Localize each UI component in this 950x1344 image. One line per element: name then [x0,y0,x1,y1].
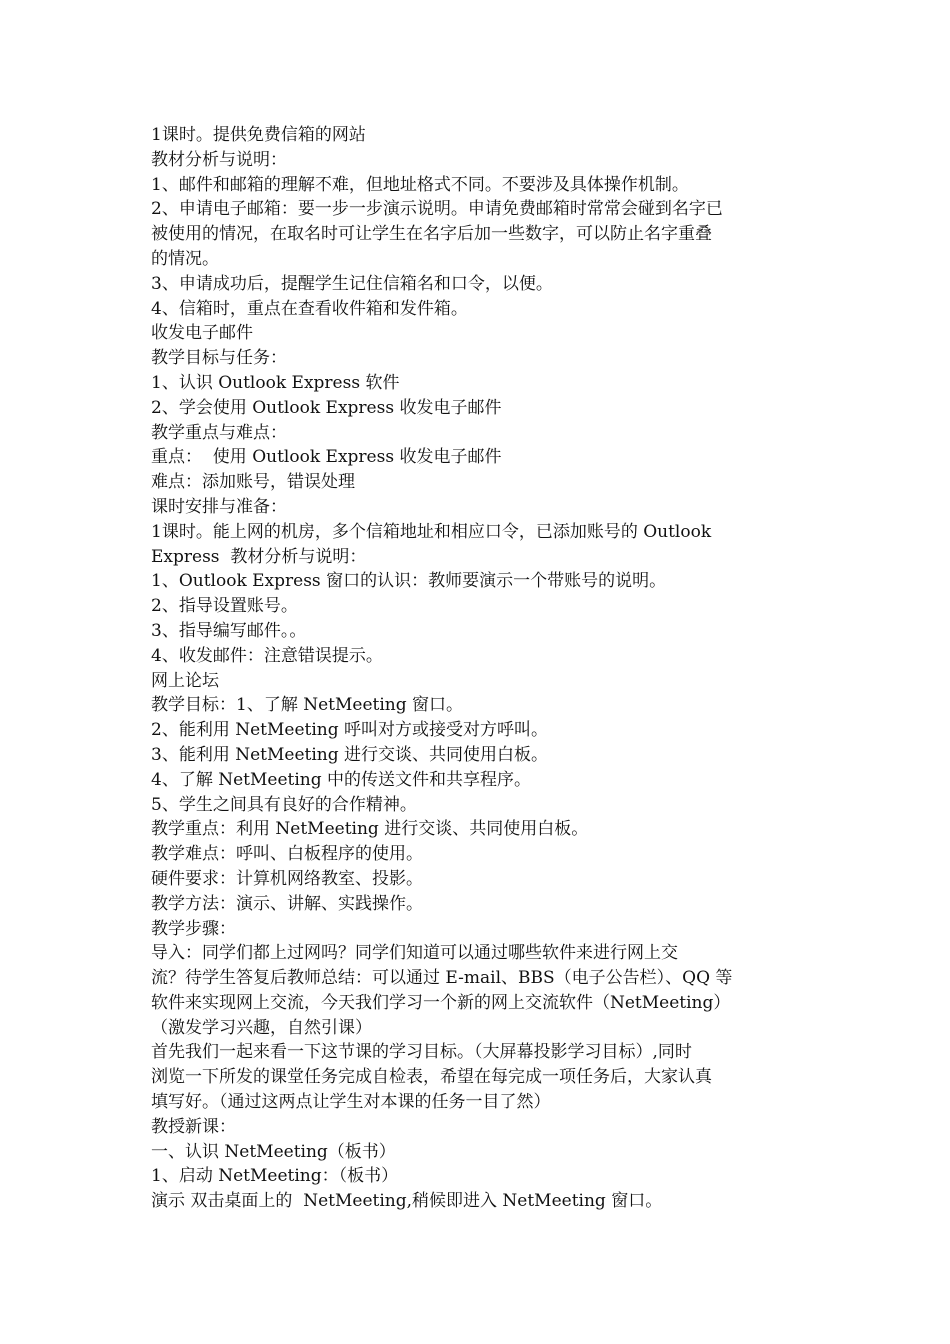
text-line: 5、学生之间具有良好的合作精神。 [151,794,417,815]
text-line: 教授新课： [151,1116,236,1137]
text-line: 2、指导设置账号。 [151,596,298,617]
text-line: 硬件要求：计算机网络教室、投影。 [151,868,423,889]
text-line: 1课时。能上网的机房，多个信箱地址和相应口令，已添加账号的 Outlook [151,521,712,542]
text-line: 被使用的情况，在取名时可让学生在名字后加一些数字，可以防止名字重叠 [151,224,712,245]
document-body [151,123,801,1214]
text-line: 2、申请电子邮箱：要一步一步演示说明。申请免费邮箱时常常会碰到名字已 [151,199,723,220]
text-line: 课时安排与准备： [151,496,287,517]
text-line: 重点： 使用 Outlook Express 收发电子邮件 [151,447,502,468]
text-line: 难点：添加账号，错误处理 [151,472,355,493]
text-line: （激发学习兴趣，自然引课） [151,1017,372,1038]
text-line: 教学重点：利用 NetMeeting 进行交谈、共同使用白板。 [151,819,589,840]
text-line: 2、学会使用 Outlook Express 收发电子邮件 [151,397,502,418]
text-line: 导入：同学们都上过网吗？同学们知道可以通过哪些软件来进行网上交 [151,943,678,964]
text-line: 3、申请成功后，提醒学生记住信箱名和口令，以便。 [151,273,553,294]
text-line: Express 教材分析与说明： [151,546,367,567]
text-line: 3、能利用 NetMeeting 进行交谈、共同使用白板。 [151,744,549,765]
text-line: 流？待学生答复后教师总结：可以通过 E-mail、BBS（电子公告栏）、QQ 等 [151,968,733,989]
text-line: 1、认识 Outlook Express 软件 [151,372,400,393]
text-line: 教材分析与说明： [151,149,287,170]
text-line: 教学重点与难点： [151,422,287,443]
text-line: 浏览一下所发的课堂任务完成自检表，希望在每完成一项任务后，大家认真 [151,1067,712,1088]
text-line: 教学方法：演示、讲解、实践操作。 [151,893,423,914]
text-line: 4、信箱时，重点在查看收件箱和发件箱。 [151,298,468,319]
text-line: 软件来实现网上交流，今天我们学习一个新的网上交流软件（NetMeeting） [151,992,731,1013]
text-line: 1、邮件和邮箱的理解不难，但地址格式不同。不要涉及具体操作机制。 [151,174,689,195]
section-heading: 收发电子邮件 [151,323,253,344]
text-line: 演示 双击桌面上的 NetMeeting,稍候即进入 NetMeeting 窗口。 [151,1191,663,1212]
text-line: 教学步骤： [151,918,236,939]
text-line: 2、能利用 NetMeeting 呼叫对方或接受对方呼叫。 [151,720,549,741]
text-line: 4、了解 NetMeeting 中的传送文件和共享程序。 [151,769,532,790]
text-line: 3、指导编写邮件。。 [151,620,307,641]
text-line: 的情况。 [151,248,219,269]
text-line: 教学目标与任务： [151,348,287,369]
text-line: 首先我们一起来看一下这节课的学习目标。（大屏幕投影学习目标）,同时 [151,1042,692,1063]
text-line: 1课时。提供免费信箱的网站 [151,125,366,145]
text-line: 4、收发邮件：注意错误提示。 [151,645,383,666]
text-line: 1、启动 NetMeeting：（板书） [151,1166,399,1187]
text-line: 填写好。（通过这两点让学生对本课的任务一目了然） [151,1092,551,1113]
text-line: 一、认识 NetMeeting（板书） [151,1141,396,1162]
text-line: 教学目标：1、了解 NetMeeting 窗口。 [151,695,464,716]
section-heading: 网上论坛 [151,670,219,691]
text-line: 1、Outlook Express 窗口的认识：教师要演示一个带账号的说明。 [151,571,667,592]
text-line: 教学难点：呼叫、白板程序的使用。 [151,844,423,865]
